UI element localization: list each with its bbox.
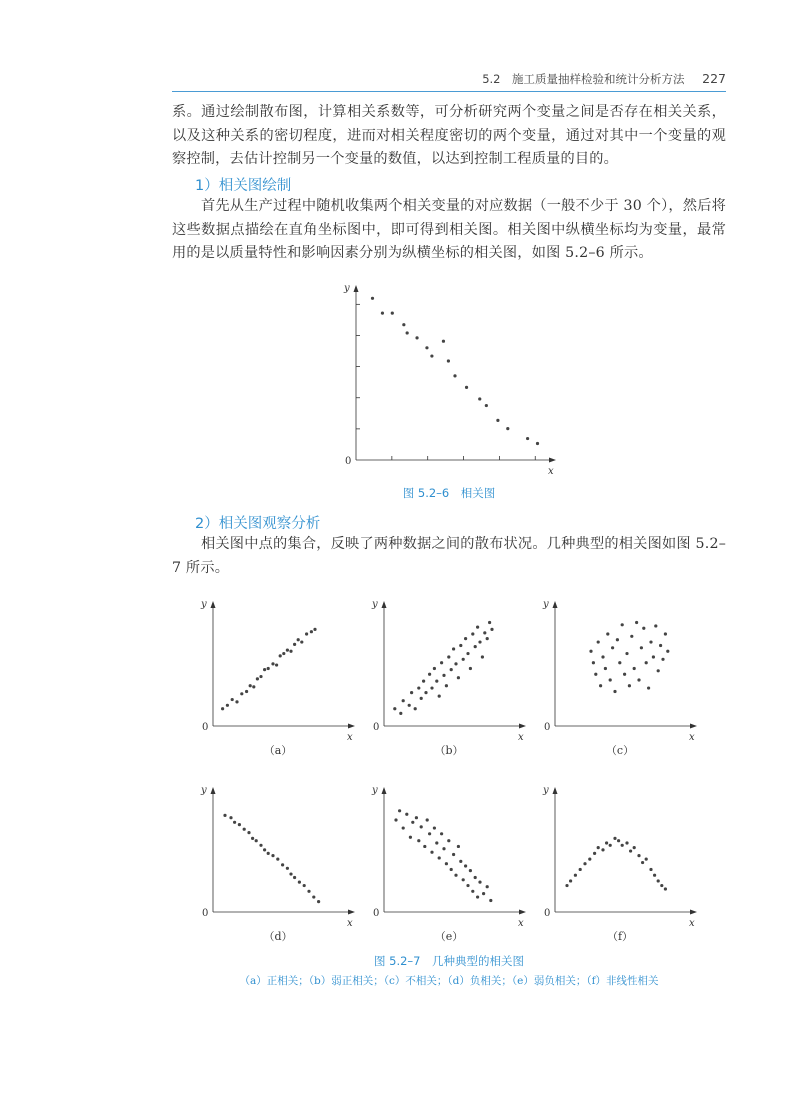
panel-a-data-point (267, 667, 270, 670)
panel-f-data-point (565, 884, 568, 887)
panel-f-data-point (617, 839, 620, 842)
panel-e-data-point (435, 841, 438, 844)
panel-d-data-point (247, 831, 250, 834)
panel-a-data-point (300, 640, 303, 643)
panel-a-label: （a） (263, 744, 293, 757)
panel-f-data-point (641, 861, 644, 864)
panel-e-data-point (438, 856, 441, 859)
panel-f-data-point (593, 852, 596, 855)
panel-b-data-point (420, 697, 423, 700)
panel-b-data-point (471, 632, 474, 635)
fig526-data-point (415, 336, 418, 339)
figure-5-2-7-caption: 图 5.2–7 几种典型的相关图 (373, 954, 524, 968)
panel-b-data-point (464, 637, 467, 640)
panel-c-data-point (609, 678, 612, 681)
figure-5-2-7-subcaption: （a）正相关；（b）弱正相关；（c）不相关；（d）负相关；（e）弱负相关；（f）非线性相关 (239, 975, 659, 987)
panel-e-data-point (433, 826, 436, 829)
panel-c-data-point (618, 661, 621, 664)
panel-c-label: （c） (605, 744, 635, 757)
panel-f-data-point (633, 846, 636, 849)
panel-a-data-point (263, 668, 266, 671)
panel-c-data-point (597, 640, 600, 643)
panel-e-data-point (469, 869, 472, 872)
panel-a-data-point (231, 698, 234, 701)
panel-a-data-point (279, 654, 282, 657)
panel-a-data-point (252, 685, 255, 688)
panel-e-data-point (417, 839, 420, 842)
panel-f-data-point (597, 846, 600, 849)
intro-paragraph: 系。通过绘制散布图，计算相关系数等，可分析研究两个变量之间是否存在相关关系，以及这种关系的密切程度，进而对相关程度密切的两个变量，通过对其中一个变量的观察控制，去估计控制另一个变量的数值，以达到控制工程质量的目的。 (172, 104, 726, 167)
panel-a-x-arrow (348, 724, 355, 729)
panel-b-data-point (399, 712, 402, 715)
panel-e-weak-negative (366, 782, 526, 930)
panel-d-x-label: x (347, 918, 353, 929)
fig526-data-point (430, 354, 433, 357)
fig526-data-point (381, 312, 384, 315)
panel-b-x-label: x (518, 732, 524, 743)
panel-c-data-point (594, 673, 597, 676)
panel-b-y-label: y (372, 599, 378, 610)
panel-a-data-point (289, 650, 292, 653)
panel-c-data-point (637, 678, 640, 681)
panel-b-data-point (457, 676, 460, 679)
panel-a-data-point (305, 632, 308, 635)
panel-c-x-arrow (690, 724, 697, 729)
panel-f-data-point (653, 874, 656, 877)
panel-a-data-point (256, 677, 259, 680)
panel-d-negative (195, 782, 355, 930)
panel-d-data-point (243, 828, 246, 831)
panel-f-data-point (660, 884, 663, 887)
panel-b-data-point (459, 644, 462, 647)
panel-e-data-point (486, 885, 489, 888)
panel-c-data-point (661, 658, 664, 661)
panel-d-y-label: y (201, 785, 207, 796)
panel-a-data-point (282, 652, 285, 655)
panel-e-data-point (423, 845, 426, 848)
section1-paragraph: 首先从生产过程中随机收集两个相关变量的对应数据（一般不少于 30 个），然后将这些数据点描绘在直角坐标图中，即可得到相关图。相关图中纵横坐标均为变量，最常用的是以质量特性和影响因素分别为纵横坐标的相关图，如图 5.2–6 所示。 (172, 198, 726, 261)
panel-d-data-point (293, 876, 296, 879)
panel-b-data-point (478, 640, 481, 643)
panel-d-data-point (267, 852, 270, 855)
panel-d-data-point (223, 814, 226, 817)
panel-a-data-point (259, 675, 262, 678)
panel-d-data-point (289, 872, 292, 875)
panel-b-data-point (414, 707, 417, 710)
fig526-data-point (442, 340, 445, 343)
panel-e-data-point (452, 853, 455, 856)
panel-e-x-label: x (518, 918, 524, 929)
section-heading-2: 2）相关图观察分析 (195, 516, 321, 532)
panel-e-data-point (398, 809, 401, 812)
fig526-origin-label: 0 (345, 456, 352, 467)
panel-f-data-point (579, 868, 582, 871)
panel-d-data-point (286, 867, 289, 870)
panel-e-data-point (450, 868, 453, 871)
fig526-data-point (425, 346, 428, 349)
panel-c-data-point (623, 673, 626, 676)
panel-e-data-point (471, 890, 474, 893)
panel-f-data-point (637, 854, 640, 857)
panel-f-data-point (601, 848, 604, 851)
panel-a-data-point (310, 630, 313, 633)
panel-b-label: （b） (434, 744, 464, 757)
panel-c-data-point (652, 655, 655, 658)
panel-d-data-point (229, 816, 232, 819)
panel-b-data-point (474, 645, 477, 648)
fig526-x-label: x (548, 466, 554, 477)
panel-a-data-point (275, 663, 278, 666)
panel-f-data-point (605, 841, 608, 844)
panel-e-data-point (464, 864, 467, 867)
panel-b-data-point (481, 655, 484, 658)
panel-e-y-arrow (382, 787, 387, 794)
panel-b-weak-positive (366, 596, 526, 744)
panel-b-data-point (424, 691, 427, 694)
panel-e-data-point (409, 836, 412, 839)
panel-c-data-point (604, 667, 607, 670)
panel-f-data-point (583, 862, 586, 865)
panel-c-y-label: y (543, 599, 549, 610)
panel-e-data-point (454, 874, 457, 877)
panel-f-data-point (609, 844, 612, 847)
header-divider (172, 91, 726, 92)
panel-d-data-point (259, 844, 262, 847)
panel-f-x-label: x (689, 918, 695, 929)
panel-e-data-point (466, 884, 469, 887)
panel-a-data-point (245, 690, 248, 693)
fig526-data-point (447, 359, 450, 362)
panel-c-data-point (592, 661, 595, 664)
panel-c-data-point (633, 667, 636, 670)
panel-b-data-point (408, 704, 411, 707)
panel-e-data-point (411, 821, 414, 824)
panel-b-data-point (422, 680, 425, 683)
panel-f-data-point (621, 844, 624, 847)
panel-c-data-point (649, 640, 652, 643)
panel-c-origin-label: 0 (544, 722, 551, 733)
panel-c-y-arrow (553, 601, 558, 608)
panel-a-data-point (286, 649, 289, 652)
panel-b-data-point (490, 628, 493, 631)
panel-f-data-point (649, 868, 652, 871)
panel-b-data-point (469, 667, 472, 670)
fig526-data-point (536, 442, 539, 445)
fig526-data-point (371, 297, 374, 300)
panel-e-data-point (445, 862, 448, 865)
panel-d-data-point (317, 900, 320, 903)
panel-c-data-point (657, 669, 660, 672)
panel-e-data-point (402, 826, 405, 829)
panel-d-data-point (233, 821, 236, 824)
panel-d-data-point (271, 854, 274, 857)
panel-c-data-point (601, 655, 604, 658)
panel-e-data-point (489, 899, 492, 902)
panel-b-data-point (442, 674, 445, 677)
panel-c-data-point (589, 650, 592, 653)
panel-f-y-arrow (553, 787, 558, 794)
panel-e-origin-label: 0 (373, 908, 380, 919)
header-section-title: 5.2 施工质量抽样检验和统计分析方法 (482, 72, 685, 86)
panel-e-data-point (394, 818, 397, 821)
panel-a-positive (195, 596, 355, 744)
panel-b-data-point (445, 684, 448, 687)
fig526-data-point (496, 419, 499, 422)
panel-c-data-point (654, 624, 657, 627)
panel-b-x-arrow (519, 724, 526, 729)
fig526-data-point (526, 437, 529, 440)
panel-f-data-point (569, 879, 572, 882)
panel-a-origin-label: 0 (202, 722, 209, 733)
figure-5-2-6-caption: 图 5.2–6 相关图 (402, 486, 496, 500)
panel-a-data-point (240, 692, 243, 695)
panel-e-data-point (420, 825, 423, 828)
panel-d-data-point (303, 884, 306, 887)
panel-b-data-point (454, 662, 457, 665)
panel-d-data-point (238, 823, 241, 826)
panel-c-data-point (621, 623, 624, 626)
panel-c-data-point (625, 652, 628, 655)
panel-c-data-point (642, 627, 645, 630)
panel-f-origin-label: 0 (544, 908, 551, 919)
panel-c-data-point (613, 690, 616, 693)
fig526-data-point (391, 312, 394, 315)
fig526-y-arrow (354, 285, 359, 292)
fig526-data-point (478, 397, 481, 400)
panel-f-data-point (625, 841, 628, 844)
panel-b-data-point (440, 661, 443, 664)
fig526-data-point (465, 386, 468, 389)
panel-b-data-point (447, 655, 450, 658)
panel-e-data-point (426, 818, 429, 821)
panel-a-data-point (235, 700, 238, 703)
panel-c-data-point (666, 650, 669, 653)
panel-f-x-arrow (690, 910, 697, 915)
panel-c-data-point (606, 632, 609, 635)
panel-b-data-point (488, 621, 491, 624)
panel-b-data-point (417, 686, 420, 689)
panel-a-data-point (313, 628, 316, 631)
panel-a-x-label: x (347, 732, 353, 743)
panel-f-data-point (657, 879, 660, 882)
page-number: 227 (702, 71, 726, 86)
panel-a-data-point (226, 704, 229, 707)
panel-b-data-point (433, 667, 436, 670)
panel-f-data-point (645, 858, 648, 861)
panel-a-data-point (293, 643, 296, 646)
panel-e-data-point (462, 878, 465, 881)
panel-e-data-point (415, 816, 418, 819)
panel-e-data-point (482, 892, 485, 895)
fig526-x-arrow (549, 458, 556, 463)
panel-e-data-point (476, 895, 479, 898)
panel-b-data-point (428, 673, 431, 676)
section-heading-1: 1）相关图绘制 (195, 178, 292, 194)
panel-b-data-point (476, 626, 479, 629)
panel-a-y-label: y (201, 599, 207, 610)
panel-d-data-point (251, 837, 254, 840)
panel-b-y-arrow (382, 601, 387, 608)
panel-e-data-point (428, 832, 431, 835)
panel-b-data-point (393, 707, 396, 710)
panel-c-uncorrelated (537, 596, 697, 744)
panel-e-y-label: y (372, 785, 378, 796)
panel-c-data-point (647, 686, 650, 689)
panel-e-data-point (442, 847, 445, 850)
panel-f-data-point (664, 887, 667, 890)
panel-b-data-point (466, 652, 469, 655)
panel-e-data-point (459, 860, 462, 863)
panel-e-data-point (474, 876, 477, 879)
panel-e-label: （e） (434, 930, 464, 943)
panel-b-data-point (410, 691, 413, 694)
panel-f-label: （f） (606, 930, 634, 943)
panel-c-data-point (599, 684, 602, 687)
panel-f-data-point (629, 849, 632, 852)
panel-b-data-point (462, 658, 465, 661)
fig526-data-point (453, 374, 456, 377)
panel-c-data-point (611, 646, 614, 649)
panel-e-data-point (447, 839, 450, 842)
panel-e-data-point (478, 881, 481, 884)
fig526-data-point (406, 331, 409, 334)
panel-e-data-point (430, 851, 433, 854)
panel-d-origin-label: 0 (202, 908, 209, 919)
running-header (172, 71, 726, 87)
panel-b-data-point (486, 637, 489, 640)
panel-b-data-point (483, 631, 486, 634)
panel-a-data-point (221, 707, 224, 710)
panel-a-y-arrow (211, 601, 216, 608)
panel-f-data-point (613, 837, 616, 840)
panel-c-data-point (659, 644, 662, 647)
panel-d-data-point (298, 881, 301, 884)
panel-b-data-point (402, 699, 405, 702)
panel-d-data-point (312, 895, 315, 898)
panel-b-data-point (450, 668, 453, 671)
figure-5-2-6-scatter (340, 278, 560, 477)
section2-paragraph: 相关图中点的集合，反映了两种数据之间的散布状况。几种典型的相关图如图 5.2–7 所示。 (172, 536, 726, 576)
panel-d-y-arrow (211, 787, 216, 794)
panel-b-data-point (452, 647, 455, 650)
panel-a-data-point (271, 662, 274, 665)
panel-c-data-point (616, 638, 619, 641)
fig526-data-point (485, 404, 488, 407)
panel-c-data-point (635, 621, 638, 624)
panel-c-data-point (645, 661, 648, 664)
panel-d-data-point (281, 863, 284, 866)
panel-e-data-point (457, 845, 460, 848)
panel-e-data-point (405, 813, 408, 816)
panel-c-data-point (640, 646, 643, 649)
panel-c-data-point (628, 684, 631, 687)
panel-b-data-point (438, 695, 441, 698)
panel-d-x-arrow (348, 910, 355, 915)
panel-b-data-point (430, 686, 433, 689)
panel-a-data-point (297, 638, 300, 641)
panel-d-data-point (263, 848, 266, 851)
panel-a-data-point (249, 684, 252, 687)
fig526-data-point (402, 323, 405, 326)
panel-e-x-arrow (519, 910, 526, 915)
panel-d-label: （d） (263, 930, 293, 943)
panel-f-data-point (574, 874, 577, 877)
panel-f-nonlinear (537, 782, 697, 930)
panel-c-data-point (664, 632, 667, 635)
panel-b-origin-label: 0 (373, 722, 380, 733)
panel-c-x-label: x (689, 732, 695, 743)
panel-f-y-label: y (543, 785, 549, 796)
panel-b-data-point (435, 680, 438, 683)
panel-f-data-point (588, 858, 591, 861)
fig526-data-point (506, 427, 509, 430)
panel-d-data-point (307, 890, 310, 893)
panel-d-data-point (255, 839, 258, 842)
panel-d-data-point (276, 858, 279, 861)
fig526-y-label: y (344, 283, 350, 294)
panel-c-data-point (630, 635, 633, 638)
panel-e-data-point (440, 832, 443, 835)
